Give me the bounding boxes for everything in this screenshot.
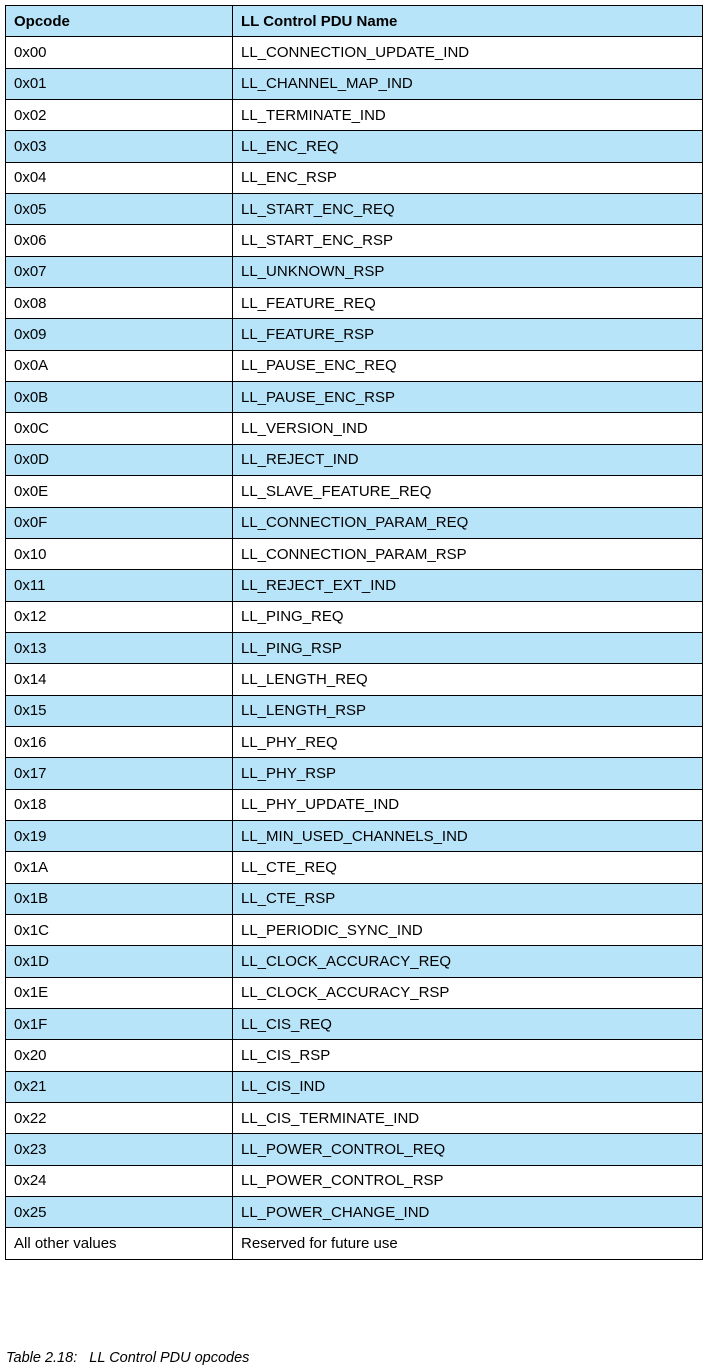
table-row (6, 758, 703, 789)
table-row (6, 68, 703, 99)
table-row (6, 1071, 703, 1102)
opcode-cell: 0x10 (6, 538, 233, 569)
opcode-table (5, 5, 703, 1260)
table-row (6, 852, 703, 883)
table-row (6, 507, 703, 538)
table-row (6, 1103, 703, 1134)
opcode-cell: 0x09 (6, 319, 233, 350)
table-row (6, 1009, 703, 1040)
pdu-name-cell: LL_START_ENC_RSP (233, 225, 703, 256)
table-row (6, 382, 703, 413)
table-row (6, 883, 703, 914)
table-header-row (6, 6, 703, 37)
table-row (6, 1165, 703, 1196)
opcode-cell: All other values (6, 1228, 233, 1259)
pdu-name-cell: LL_PAUSE_ENC_RSP (233, 382, 703, 413)
table-row (6, 789, 703, 820)
table-row (6, 37, 703, 68)
opcode-cell: 0x16 (6, 726, 233, 757)
table-row (6, 726, 703, 757)
table-row (6, 256, 703, 287)
pdu-name-cell: LL_FEATURE_RSP (233, 319, 703, 350)
table-row (6, 977, 703, 1008)
table-row (6, 1134, 703, 1165)
opcode-cell: 0x03 (6, 131, 233, 162)
opcode-cell: 0x0C (6, 413, 233, 444)
pdu-name-cell: LL_POWER_CHANGE_IND (233, 1197, 703, 1228)
opcode-cell: 0x04 (6, 162, 233, 193)
pdu-name-cell: LL_REJECT_IND (233, 444, 703, 475)
column-header-pdu-name: LL Control PDU Name (233, 6, 703, 37)
table-row (6, 570, 703, 601)
opcode-cell: 0x08 (6, 288, 233, 319)
opcode-cell: 0x25 (6, 1197, 233, 1228)
opcode-cell: 0x21 (6, 1071, 233, 1102)
pdu-name-cell: LL_PING_RSP (233, 632, 703, 663)
opcode-cell: 0x24 (6, 1165, 233, 1196)
table-row (6, 632, 703, 663)
pdu-name-cell: LL_POWER_CONTROL_REQ (233, 1134, 703, 1165)
opcode-cell: 0x1E (6, 977, 233, 1008)
table-row (6, 162, 703, 193)
table-row (6, 601, 703, 632)
pdu-name-cell: LL_CTE_REQ (233, 852, 703, 883)
opcode-cell: 0x18 (6, 789, 233, 820)
table-row (6, 1040, 703, 1071)
opcode-cell: 0x1A (6, 852, 233, 883)
opcode-cell: 0x1B (6, 883, 233, 914)
table-row (6, 350, 703, 381)
table-row (6, 413, 703, 444)
table-row (6, 664, 703, 695)
opcode-cell: 0x0B (6, 382, 233, 413)
table-row (6, 131, 703, 162)
opcode-cell: 0x02 (6, 100, 233, 131)
table-row (6, 538, 703, 569)
opcode-cell: 0x00 (6, 37, 233, 68)
pdu-name-cell: LL_PING_REQ (233, 601, 703, 632)
table-row (6, 914, 703, 945)
pdu-name-cell: LL_CTE_RSP (233, 883, 703, 914)
pdu-name-cell: LL_CLOCK_ACCURACY_RSP (233, 977, 703, 1008)
pdu-name-cell: LL_CONNECTION_PARAM_REQ (233, 507, 703, 538)
table-row (6, 476, 703, 507)
opcode-cell: 0x01 (6, 68, 233, 99)
pdu-name-cell: LL_TERMINATE_IND (233, 100, 703, 131)
pdu-name-cell: LL_POWER_CONTROL_RSP (233, 1165, 703, 1196)
table-row (6, 319, 703, 350)
pdu-name-cell: LL_ENC_RSP (233, 162, 703, 193)
opcode-cell: 0x13 (6, 632, 233, 663)
opcode-cell: 0x0D (6, 444, 233, 475)
table-row (6, 1197, 703, 1228)
opcode-cell: 0x0F (6, 507, 233, 538)
pdu-name-cell: LL_PHY_REQ (233, 726, 703, 757)
opcode-cell: 0x1D (6, 946, 233, 977)
table-row (6, 288, 703, 319)
pdu-name-cell: LL_LENGTH_RSP (233, 695, 703, 726)
pdu-name-cell: Reserved for future use (233, 1228, 703, 1259)
table-body (6, 37, 703, 1259)
opcode-cell: 0x14 (6, 664, 233, 695)
table-caption: Table 2.18: LL Control PDU opcodes (6, 1350, 250, 1366)
pdu-name-cell: LL_CIS_IND (233, 1071, 703, 1102)
opcode-cell: 0x06 (6, 225, 233, 256)
opcode-cell: 0x0A (6, 350, 233, 381)
table-row (6, 695, 703, 726)
opcode-cell: 0x17 (6, 758, 233, 789)
column-header-opcode: Opcode (6, 6, 233, 37)
opcode-cell: 0x07 (6, 256, 233, 287)
pdu-name-cell: LL_CIS_REQ (233, 1009, 703, 1040)
pdu-name-cell: LL_CONNECTION_PARAM_RSP (233, 538, 703, 569)
table-row (6, 946, 703, 977)
opcode-cell: 0x22 (6, 1103, 233, 1134)
pdu-name-cell: LL_PHY_RSP (233, 758, 703, 789)
pdu-name-cell: LL_ENC_REQ (233, 131, 703, 162)
pdu-name-cell: LL_START_ENC_REQ (233, 194, 703, 225)
pdu-name-cell: LL_FEATURE_REQ (233, 288, 703, 319)
pdu-name-cell: LL_CHANNEL_MAP_IND (233, 68, 703, 99)
opcode-cell: 0x19 (6, 820, 233, 851)
table-row (6, 444, 703, 475)
pdu-name-cell: LL_MIN_USED_CHANNELS_IND (233, 820, 703, 851)
pdu-name-cell: LL_SLAVE_FEATURE_REQ (233, 476, 703, 507)
opcode-cell: 0x23 (6, 1134, 233, 1165)
pdu-name-cell: LL_CLOCK_ACCURACY_REQ (233, 946, 703, 977)
table-row (6, 225, 703, 256)
pdu-name-cell: LL_REJECT_EXT_IND (233, 570, 703, 601)
pdu-name-cell: LL_PAUSE_ENC_REQ (233, 350, 703, 381)
opcode-cell: 0x1F (6, 1009, 233, 1040)
opcode-cell: 0x1C (6, 914, 233, 945)
table-row (6, 100, 703, 131)
opcode-cell: 0x05 (6, 194, 233, 225)
opcode-cell: 0x11 (6, 570, 233, 601)
pdu-name-cell: LL_CIS_RSP (233, 1040, 703, 1071)
opcode-cell: 0x0E (6, 476, 233, 507)
pdu-name-cell: LL_UNKNOWN_RSP (233, 256, 703, 287)
table-row (6, 194, 703, 225)
table-row (6, 820, 703, 851)
pdu-name-cell: LL_VERSION_IND (233, 413, 703, 444)
opcode-cell: 0x20 (6, 1040, 233, 1071)
opcode-cell: 0x12 (6, 601, 233, 632)
opcode-cell: 0x15 (6, 695, 233, 726)
pdu-name-cell: LL_PHY_UPDATE_IND (233, 789, 703, 820)
pdu-name-cell: LL_LENGTH_REQ (233, 664, 703, 695)
pdu-name-cell: LL_CIS_TERMINATE_IND (233, 1103, 703, 1134)
pdu-name-cell: LL_CONNECTION_UPDATE_IND (233, 37, 703, 68)
pdu-name-cell: LL_PERIODIC_SYNC_IND (233, 914, 703, 945)
table-row (6, 1228, 703, 1259)
